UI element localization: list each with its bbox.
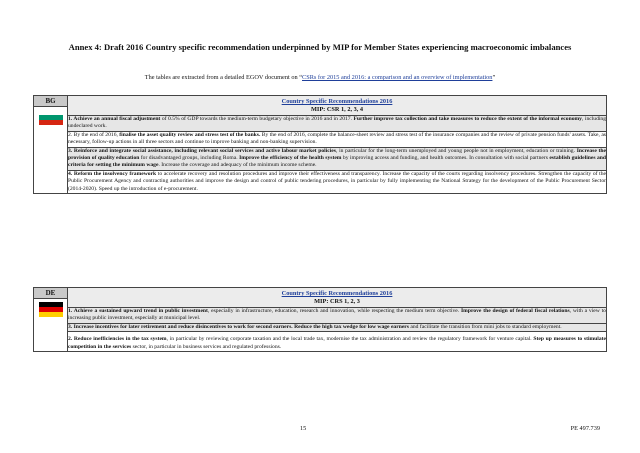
header-mip: MIP: CSR 1, 2, 3, 4 bbox=[310, 106, 364, 113]
source-prefix: The tables are extracted from a detailed EGOV document on “ bbox=[144, 74, 302, 81]
recommendation bbox=[68, 323, 607, 331]
header-mip: MIP: CRS 1, 2, 3 bbox=[314, 298, 360, 305]
recommendation-text: , including undeclared work. bbox=[68, 116, 607, 130]
country-cell bbox=[34, 96, 68, 194]
recommendation-emphasis: 1. Achieve a sustained upward trend in public investment bbox=[68, 308, 208, 314]
recommendation-text: for disadvantaged groups, including Roma. bbox=[139, 155, 240, 162]
recommendation-text: of 0.5% of GDP towards the medium-term budgetary objective in 2016 and in 2017. bbox=[160, 116, 354, 122]
country-cell bbox=[34, 288, 68, 352]
csr-table-bg bbox=[33, 95, 607, 194]
bulgaria-flag-icon bbox=[39, 110, 63, 125]
recommendation-emphasis: 1. Achieve an annual fiscal adjustment bbox=[68, 116, 161, 122]
recommendation bbox=[68, 131, 607, 147]
header-title[interactable]: Country Specific Recommendations 2016 bbox=[281, 98, 393, 105]
recommendation-text: , with a view to increasing public investment, especially at municipal level. bbox=[68, 308, 606, 322]
recommendation-text: , in particular by reviewing corporate taxation and the local trade tax, modernise the tax administration and review the regulatory framework for venture capital. bbox=[166, 336, 534, 343]
recommendation-text: . Increase the coverage and adequacy of the minimum income scheme. bbox=[158, 162, 317, 169]
recommendation-emphasis: finalise the asset quality review and stress test of the banks. bbox=[119, 131, 261, 138]
recommendation bbox=[68, 170, 607, 193]
recommendation-text: By the end of 2016, complete the balance-sheet review and stress test of the insurance companies and the review of private pension funds' assets. Take, as necessary, follow-up actions in all three sectors and continue to improve banking and non-banking supervision. bbox=[68, 131, 606, 146]
recommendation-emphasis: 4. Reform the insolvency framework bbox=[68, 170, 157, 177]
csr-table-de bbox=[33, 287, 607, 352]
recommendation-emphasis: Improve the efficiency of the health system bbox=[239, 155, 342, 162]
country-code: DE bbox=[34, 288, 67, 299]
recommendation-emphasis: Step up measures to stimulate competition in the services bbox=[68, 336, 606, 350]
recommendation-text: and facilitate the transition from mini jobs to standard employment. bbox=[408, 323, 562, 330]
recommendation-emphasis: 2. Reduce inefficiencies in the tax system bbox=[68, 336, 167, 343]
recommendation-text: to accelerate recovery and resolution procedures and improve their effectiveness and transparency. Increase the capacity of the courts regarding insolvency procedures. Strengthen the capacity of the Public Procurement Agency and contracting authorities and improve the design and control of public tendering procedures, in particular by fully implementing the National Strategy for the development of the Public Procurement Sector (2014-2020). Speed up the introduction of e-procurement. bbox=[68, 170, 606, 192]
source-suffix: ” bbox=[492, 74, 496, 81]
pe-reference: PE 497.739 bbox=[570, 425, 600, 432]
source-note bbox=[40, 74, 600, 82]
source-link[interactable]: CSRs for 2015 and 2016: a comparison and an overview of implementation bbox=[302, 74, 493, 81]
recommendation-emphasis: Increase the provision of quality education bbox=[68, 147, 606, 162]
recommendation-emphasis: 3. Increase incentives for later retirement and reduce disincentives to work for second earners. Reduce the high tax wedge for low wage earners bbox=[68, 323, 409, 330]
recommendation-emphasis: establish guidelines and criteria for setting the minimum wage bbox=[68, 155, 606, 169]
recommendation-emphasis: 3. Reinforce and integrate social assistance, including relevant social services and active labour market policies bbox=[68, 147, 336, 154]
recommendation-text: 2. By the end of 2016, bbox=[68, 131, 120, 138]
country-code: BG bbox=[34, 96, 67, 107]
page-title: Annex 4: Draft 2016 Country specific recommendation underpinned by MIP for Member States experiencing macroeconomic imbalances bbox=[68, 42, 572, 52]
table-header bbox=[68, 288, 607, 308]
header-title[interactable]: Country Specific Recommendations 2016 bbox=[281, 290, 393, 297]
recommendation-text: sector, in particular in business services and regulated professions. bbox=[131, 343, 282, 350]
recommendation-emphasis: Improve the design of federal fiscal relations bbox=[461, 308, 570, 314]
table-header bbox=[68, 96, 607, 116]
recommendation-text: by improving access and funding, and health outcomes. In consultation with social partners bbox=[341, 155, 550, 162]
recommendation-text: , especially in infrastructure, education, research and innovation, while respecting the medium term objective. bbox=[207, 308, 461, 314]
recommendation bbox=[68, 147, 607, 170]
recommendation-text: , in particular for the long-term unemployed and young people not in employment, education or training. bbox=[335, 147, 577, 154]
recommendation bbox=[68, 308, 607, 324]
page-number: 15 bbox=[300, 425, 307, 432]
recommendation bbox=[68, 116, 607, 132]
recommendation bbox=[68, 332, 607, 352]
germany-flag-icon bbox=[39, 302, 63, 317]
recommendation-emphasis: Further improve tax collection and take measures to reduce the extent of the informal economy bbox=[353, 116, 582, 122]
